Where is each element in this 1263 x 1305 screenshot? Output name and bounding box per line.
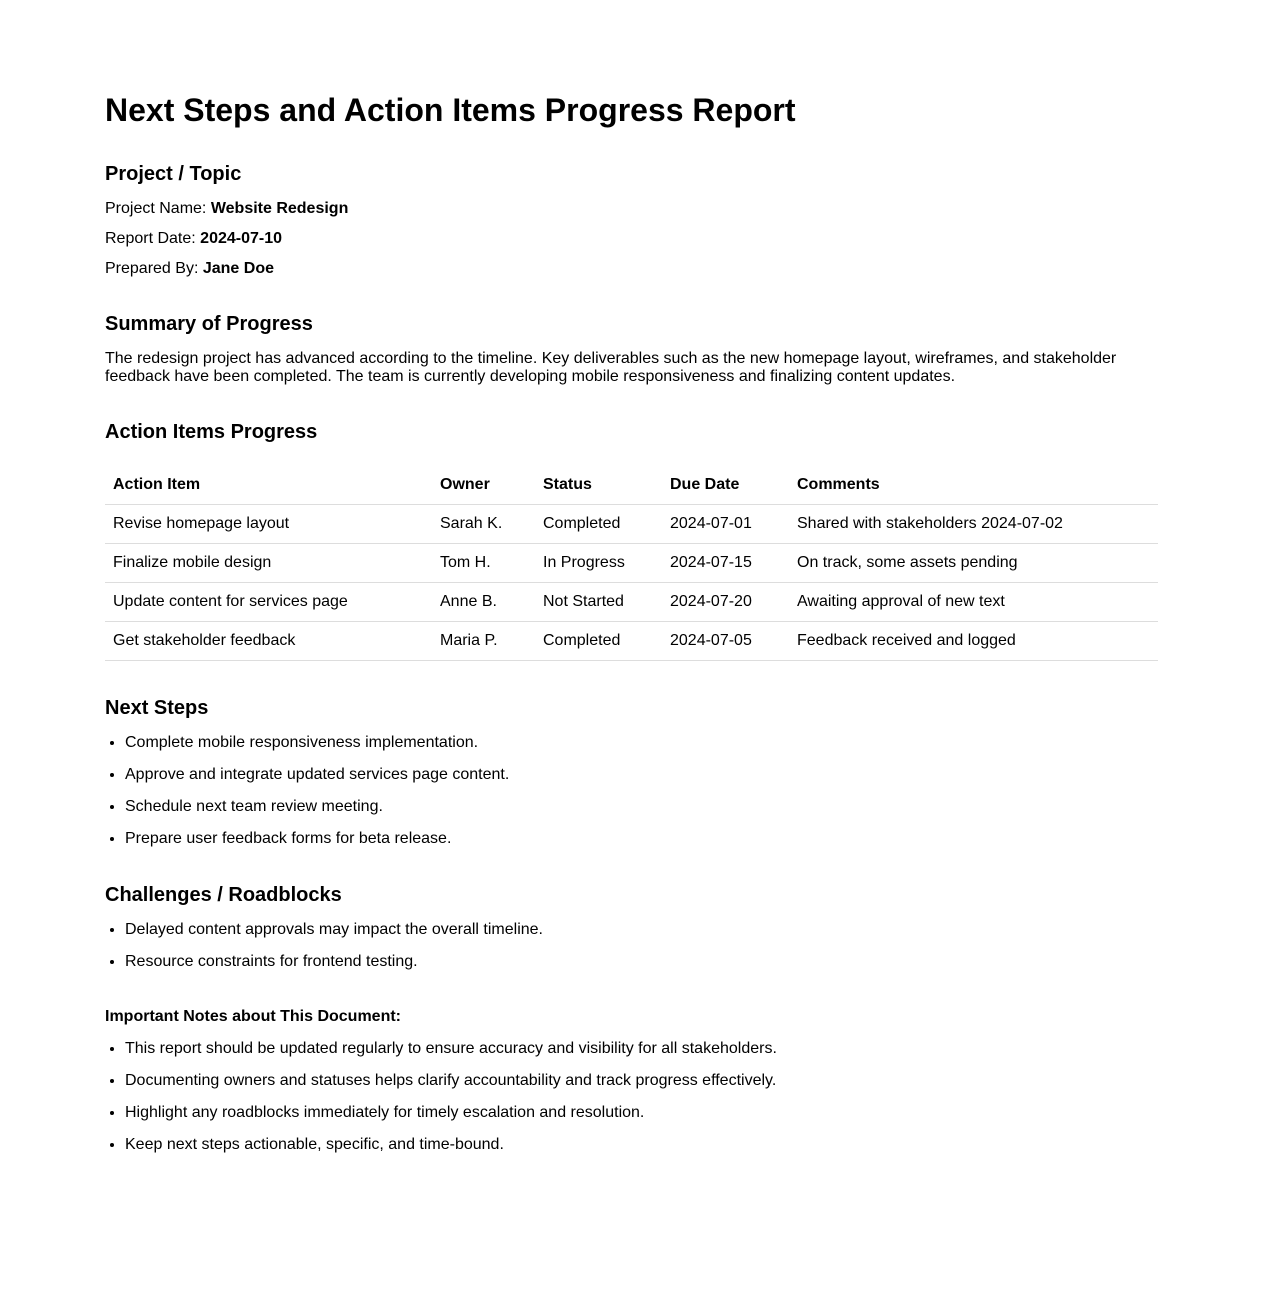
next-steps-heading: Next Steps bbox=[105, 697, 209, 719]
list-item: • Schedule next team review meeting. bbox=[125, 798, 1158, 816]
cell-owner: Sarah K. bbox=[432, 505, 535, 544]
list-item: • Documenting owners and statuses helps clarify accountability and track progress effectively. bbox=[125, 1072, 1158, 1090]
challenges-list bbox=[105, 921, 1158, 971]
cell-due-date: 2024-07-15 bbox=[662, 544, 789, 583]
project-heading: Project / Topic bbox=[105, 163, 242, 185]
table-row bbox=[105, 583, 1158, 622]
cell-status: Completed bbox=[535, 622, 662, 661]
cell-due-date: 2024-07-01 bbox=[662, 505, 789, 544]
cell-action-item: Finalize mobile design bbox=[105, 544, 432, 583]
list-item: • Complete mobile responsiveness implementation. bbox=[125, 734, 1158, 752]
cell-due-date: 2024-07-05 bbox=[662, 622, 789, 661]
cell-owner: Anne B. bbox=[432, 583, 535, 622]
cell-comments: Shared with stakeholders 2024-07-02 bbox=[789, 505, 1158, 544]
cell-due-date: 2024-07-20 bbox=[662, 583, 789, 622]
prepared-by-label: Prepared By: bbox=[105, 260, 199, 277]
list-item: • Approve and integrate updated services page content. bbox=[125, 766, 1158, 784]
cell-action-item: Update content for services page bbox=[105, 583, 432, 622]
prepared-by-line bbox=[105, 260, 1158, 278]
table-row bbox=[105, 622, 1158, 661]
list-item: • Resource constraints for frontend testing. bbox=[125, 953, 1158, 971]
table-row bbox=[105, 544, 1158, 583]
cell-action-item: Get stakeholder feedback bbox=[105, 622, 432, 661]
cell-status: In Progress bbox=[535, 544, 662, 583]
cell-status: Not Started bbox=[535, 583, 662, 622]
notes-list bbox=[105, 1040, 1158, 1154]
cell-action-item: Revise homepage layout bbox=[105, 505, 432, 544]
project-name-line bbox=[105, 200, 1158, 218]
report-date-value: 2024-07-10 bbox=[200, 230, 283, 247]
list-item: • Prepare user feedback forms for beta release. bbox=[125, 830, 1158, 848]
prepared-by-value: Jane Doe bbox=[202, 260, 274, 277]
action-items-table bbox=[105, 466, 1158, 661]
summary-text: The redesign project has advanced according to the timeline. Key deliverables such as the new homepage layout, wireframes, and stakeholder feedback have been completed. The team is currently developing mobile responsiveness and finalizing content updates. bbox=[105, 350, 1117, 385]
next-steps-list bbox=[105, 734, 1158, 848]
challenges-heading: Challenges / Roadblocks bbox=[105, 884, 342, 906]
cell-status: Completed bbox=[535, 505, 662, 544]
column-header-due-date: Due Date bbox=[662, 466, 789, 505]
project-name-label: Project Name: bbox=[105, 200, 207, 217]
cell-comments: Awaiting approval of new text bbox=[789, 583, 1158, 622]
cell-comments: Feedback received and logged bbox=[789, 622, 1158, 661]
summary-heading: Summary of Progress bbox=[105, 313, 313, 335]
report-date-label: Report Date: bbox=[105, 230, 196, 247]
report-date-line bbox=[105, 230, 1158, 248]
project-name-value: Website Redesign bbox=[210, 200, 349, 217]
column-header-comments: Comments bbox=[789, 466, 1158, 505]
list-item: • Highlight any roadblocks immediately for timely escalation and resolution. bbox=[125, 1104, 1158, 1122]
table-header-row bbox=[105, 466, 1158, 505]
page-title: Next Steps and Action Items Progress Report bbox=[105, 92, 796, 128]
notes-heading: Important Notes about This Document: bbox=[105, 1008, 401, 1025]
cell-owner: Maria P. bbox=[432, 622, 535, 661]
column-header-status: Status bbox=[535, 466, 662, 505]
list-item: • This report should be updated regularly to ensure accuracy and visibility for all stakeholders. bbox=[125, 1040, 1158, 1058]
cell-owner: Tom H. bbox=[432, 544, 535, 583]
list-item: • Delayed content approvals may impact the overall timeline. bbox=[125, 921, 1158, 939]
list-item: • Keep next steps actionable, specific, and time-bound. bbox=[125, 1136, 1158, 1154]
cell-comments: On track, some assets pending bbox=[789, 544, 1158, 583]
table-row bbox=[105, 505, 1158, 544]
action-items-heading: Action Items Progress bbox=[105, 421, 318, 443]
column-header-owner: Owner bbox=[432, 466, 535, 505]
column-header-action-item: Action Item bbox=[105, 466, 432, 505]
